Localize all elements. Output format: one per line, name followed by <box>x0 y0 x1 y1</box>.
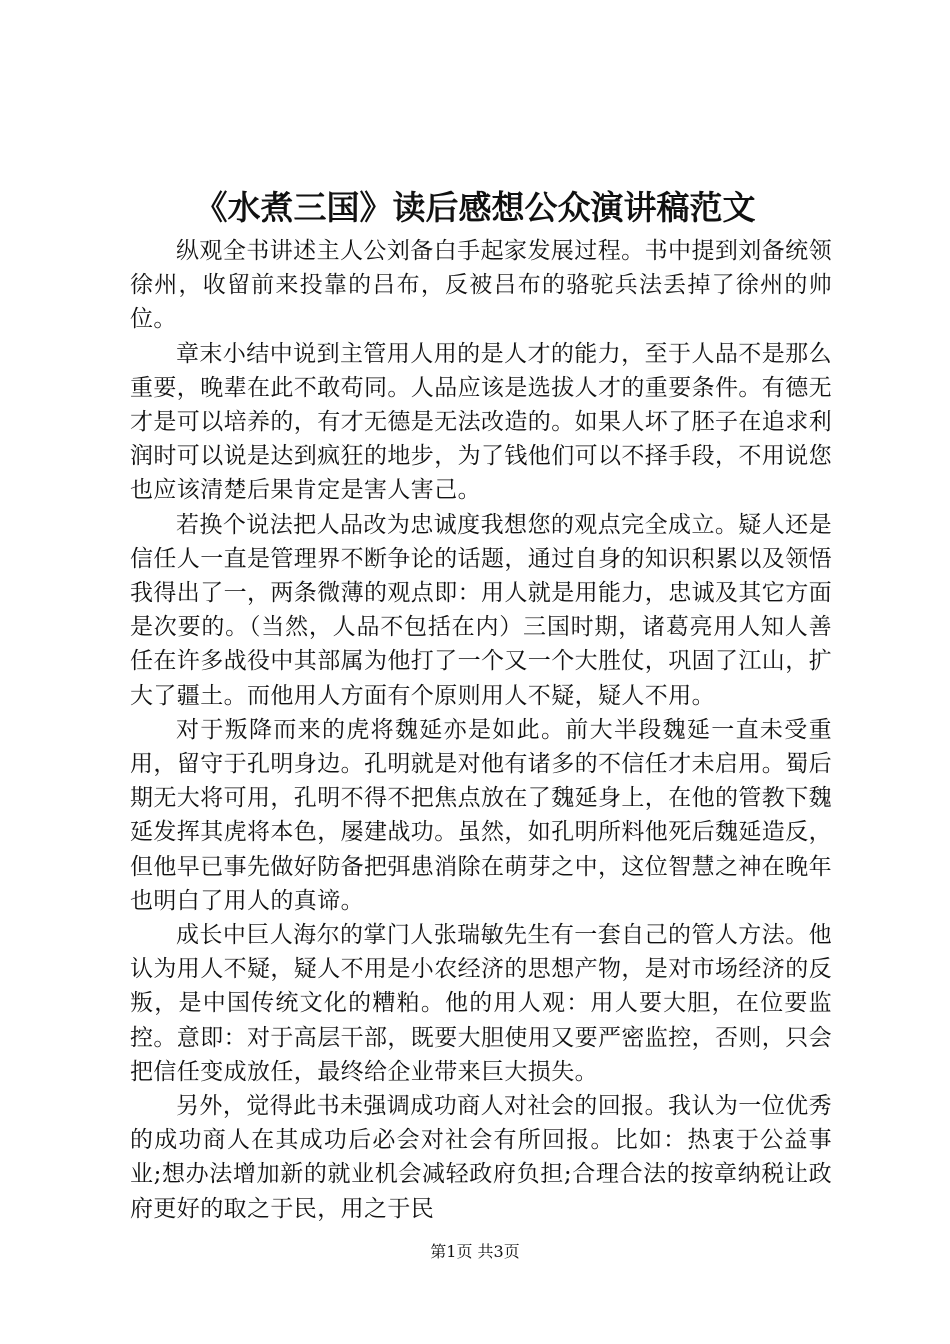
paragraph-2: 章末小结中说到主管用人用的是人才的能力，至于人品不是那么重要，晚辈在此不敢苟同。人品应该是选拔人才的重要条件。有德无才是可以培养的，有才无德是无法改造的。如果人坏了胚子在追求利润时可以说是达到疯狂的地步，为了钱他们可以不择手段，不用说您也应该清楚后果肯定是害人害己。 <box>130 340 832 504</box>
paragraph-6: 另外，觉得此书未强调成功商人对社会的回报。我认为一位优秀的成功商人在其成功后必会对社会有所回报。比如：热衷于公益事业;想办法增加新的就业机会减轻政府负担;合理合法的按章纳税让政府更好的取之于民，用之于民 <box>130 1093 832 1222</box>
page-footer: 第1页 共3页 <box>430 1242 520 1261</box>
paragraph-5: 成长中巨人海尔的掌门人张瑞敏先生有一套自己的管人方法。他认为用人不疑，疑人不用是小农经济的思想产物，是对市场经济的反叛，是中国传统文化的糟粕。他的用人观：用人要大胆，在位要监控。意即：对于高层干部，既要大胆使用又要严密监控，否则，只会把信任变成放任，最终给企业带来巨大损失。 <box>130 922 832 1085</box>
document-title: 《水煮三国》读后感想公众演讲稿范文 <box>194 188 756 227</box>
paragraph-4: 对于叛降而来的虎将魏延亦是如此。前大半段魏延一直未受重用，留守于孔明身边。孔明就是对他有诸多的不信任才未启用。蜀后期无大将可用，孔明不得不把焦点放在了魏延身上，在他的管教下魏延发挥其虎将本色，屡建战功。虽然，如孔明所料他死后魏延造反，但他早已事先做好防备把弭患消除在萌芽之中，这位智慧之神在晚年也明白了用人的真谛。 <box>130 716 832 914</box>
paragraph-3: 若换个说法把人品改为忠诚度我想您的观点完全成立。疑人还是信任人一直是管理界不断争论的话题，通过自身的知识积累以及领悟我得出了一，两条微薄的观点即：用人就是用能力，忠诚及其它方面是次要的。（当然，人品不包括在内）三国时期，诸葛亮用人知人善任在许多战役中其部属为他打了一个又一个大胜仗，巩固了江山，扩大了疆土。而他用人方面有个原则用人不疑，疑人不用。 <box>130 511 832 709</box>
paragraph-1: 纵观全书讲述主人公刘备白手起家发展过程。书中提到刘备统领徐州，收留前来投靠的吕布，反被吕布的骆驼兵法丢掉了徐州的帅位。 <box>130 238 832 333</box>
document-body <box>130 234 832 1226</box>
